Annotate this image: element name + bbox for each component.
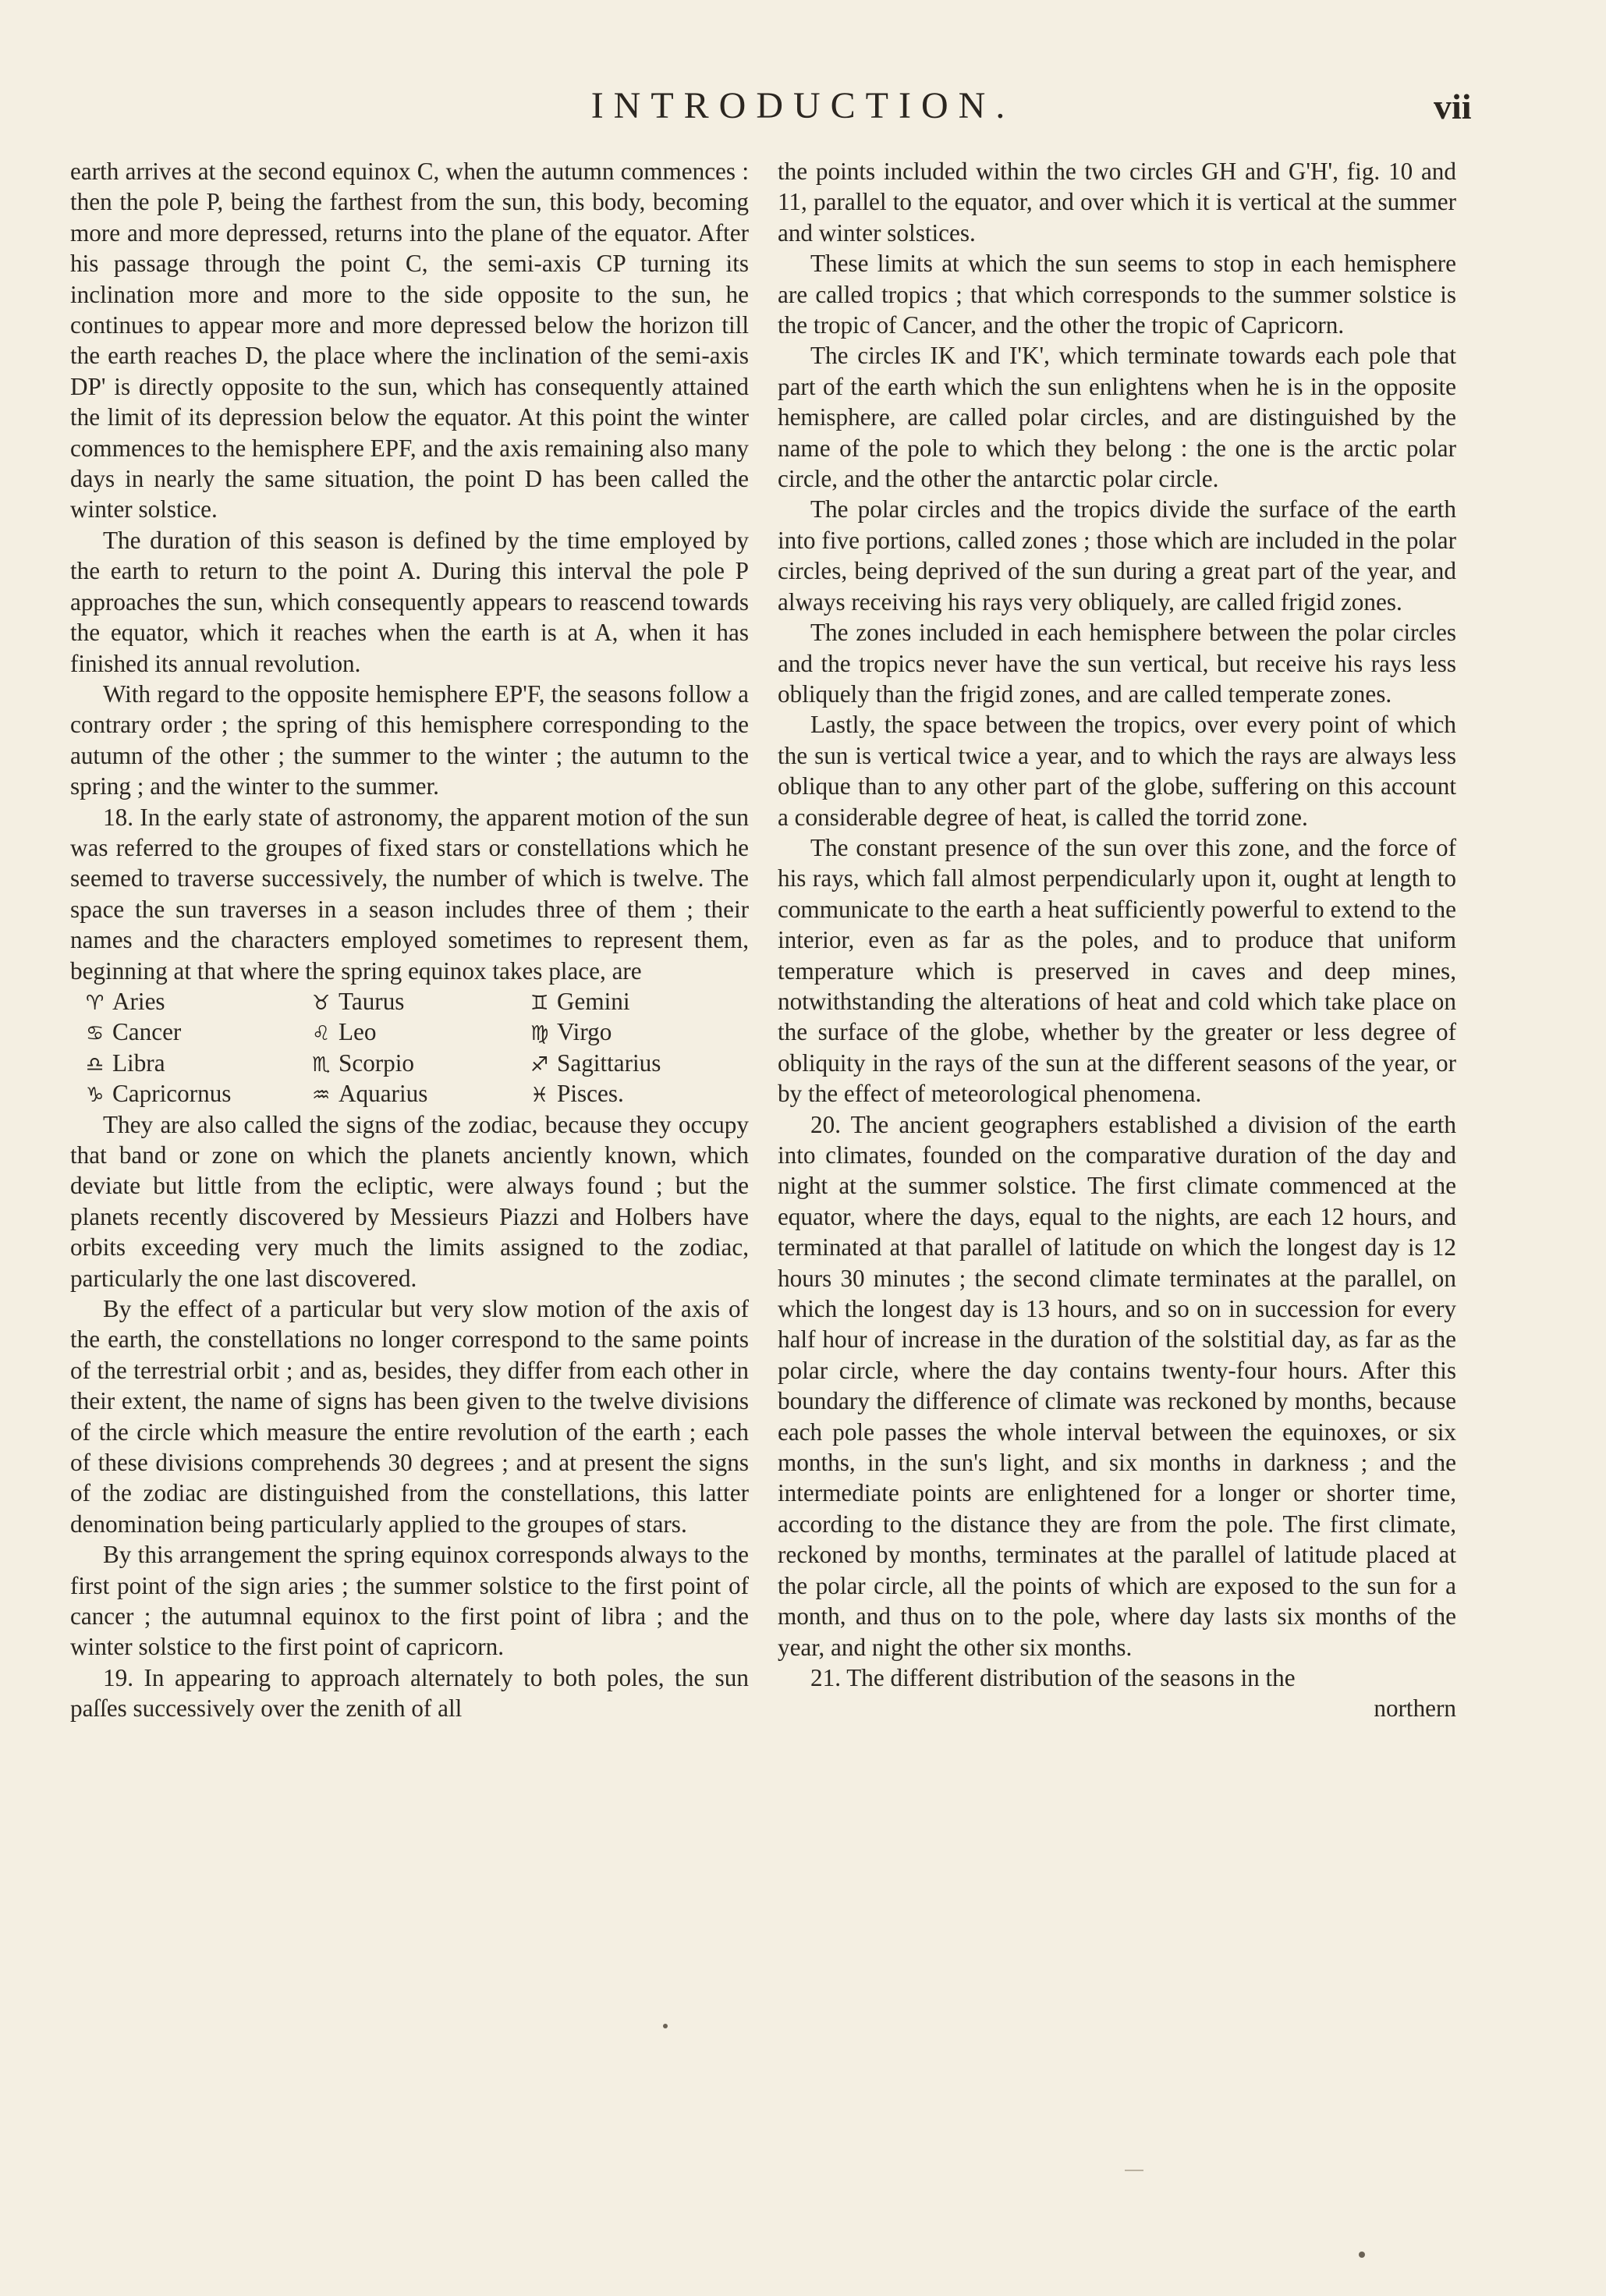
running-title: INTRODUCTION.: [590, 85, 1016, 126]
paragraph: These limits at which the sun seems to stop in each hemisphere are called tropics ; that which corresponds to the summer solstice is the tropic of Cancer, and the other the tropic of Capricorn.: [778, 250, 1456, 339]
sign-entry: [312, 1017, 530, 1047]
paragraph: With regard to the opposite hemisphere EP'F, the seasons follow a contrary order ; the spring of this hemisphere corresponding to the autumn of the other ; the summer to the winter ; the autumn to the spring ; and the winter to the summer.: [70, 680, 749, 800]
gemini-icon: ♊: [530, 991, 549, 1015]
sign-entry: [530, 1078, 741, 1109]
sign-name: Gemini: [557, 987, 630, 1015]
sign-name: Cancer: [112, 1018, 182, 1046]
sign-name: Virgo: [557, 1018, 612, 1046]
cancer-icon: ♋: [86, 1022, 105, 1046]
sign-entry: [312, 1048, 530, 1078]
sign-entry: [86, 1078, 312, 1109]
right-column: [778, 156, 1456, 1724]
sign-entry: [86, 1017, 312, 1047]
sign-entry: [530, 1048, 741, 1078]
capricorn-icon: ♑: [86, 1084, 105, 1108]
catchword: northern: [1374, 1694, 1456, 1723]
signs-row: [86, 1048, 741, 1078]
paragraph: The constant presence of the sun over this zone, and the force of his rays, which fall almost perpendicularly upon it, ought at length to communicate to the earth a heat sufficiently powerful to extend to the interior, even as far as the poles, and to produce that uniform temperature which is preserved in caves and deep mines, notwithstanding the alterations of heat and cold which take place on the surface of the globe, whether by the greater or less degree of obliquity in the rays of the sun at the different seasons of the year, or by the effect of meteorological phenomena.: [778, 833, 1456, 1108]
sign-name: Libra: [112, 1049, 165, 1077]
paragraph: the points included within the two circles GH and G'H', fig. 10 and 11, parallel to the equator, and over which it is vertical at the summer and winter solstices.: [778, 158, 1456, 247]
paragraph: By the effect of a particular but very slow motion of the axis of the earth, the constellations no longer correspond to the same points of the terrestrial orbit ; and as, besides, they differ from each other in their extent, the name of signs has been given to the twelve divisions of the circle which measure the entire revolution of the earth ; each of these divisions comprehends 30 degrees ; and at present the signs of the zodiac are distinguished from the constellations, this latter denomination being particularly applied to the groupes of stars.: [70, 1294, 749, 1538]
page-number: vii: [1434, 87, 1472, 126]
ink-speck: [663, 2024, 668, 2028]
signs-row: [86, 986, 741, 1017]
sign-name: Taurus: [339, 987, 405, 1015]
paragraph: The circles IK and I'K', which terminate towards each pole that part of the earth which the sun enlightens when he is in the opposite hemisphere, are called polar circles, and are distinguished by the name of the pole to which they belong : the one is the arctic polar circle, and the other the antarctic polar circle.: [778, 342, 1456, 493]
paragraph: The polar circles and the tropics divide the surface of the earth into five portions, called zones ; those which are included in the polar circles, being deprived of the sun during a great part of the year, and always receiving his rays very obliquely, are called frigid zones.: [778, 495, 1456, 616]
sign-name: Capricornus: [112, 1080, 232, 1108]
paragraph: 19. In appearing to approach alternately to both poles, the sun paſſes successively over the zenith of all: [70, 1663, 749, 1723]
aquarius-icon: ♒: [312, 1084, 331, 1108]
sign-name: Sagittarius: [557, 1049, 661, 1077]
sign-name: Aries: [112, 987, 165, 1015]
scorpio-icon: ♏: [312, 1052, 331, 1077]
paragraph: The zones included in each hemisphere between the polar circles and the tropics never have the sun vertical, but receive his rays less obliquely than the frigid zones, and are called temperate zones.: [778, 619, 1456, 708]
paragraph: By this arrangement the spring equinox corresponds always to the first point of the sign aries ; the summer solstice to the first point of cancer ; the autumnal equinox to the first point of libra ; and the winter solstice to the first point of capricorn.: [70, 1541, 749, 1661]
sign-name: Pisces.: [557, 1080, 624, 1108]
printer-mark: [1125, 2170, 1143, 2171]
leo-icon: ♌: [312, 1022, 331, 1046]
paragraph: 20. The ancient geographers established a division of the earth into climates, founded on the comparative duration of the day and night at the summer solstice. The first climate commenced at the equator, where the days, equal to the nights, are each 12 hours, and terminated at that parallel of latitude on which the longest day is 12 hours 30 minutes ; the second climate terminates at the parallel, on which the longest day is 13 hours, and so on in succession for every half hour of increase in the duration of the solstitial day, as far as the polar circle, where the day contains twenty-four hours. After this boundary the difference of climate was reckoned by months, because each pole passes the whole interval between the equinoxes, or six months, in the sun's light, and six months in darkness ; and the intermediate points are enlightened for a longer or shorter time, according to the distance they are from the pole. The first climate, reckoned by months, terminates at the parallel of latitude placed at the polar circle, all the points of which are exposed to the sun for a month, and thus on to the pole, where day lasts six months of the year, and night the other six months.: [778, 1110, 1456, 1661]
paragraph: 21. The different distribution of the seasons in the: [810, 1663, 1296, 1691]
ink-speck: [1359, 2252, 1365, 2258]
sign-entry: [530, 986, 741, 1017]
sagittarius-icon: ♐: [530, 1052, 549, 1077]
sign-name: Leo: [339, 1018, 377, 1046]
paragraph: earth arrives at the second equinox C, when the autumn commences : then the pole P, being the farthest from the sun, this body, becoming more and more depressed, returns into the plane of the equator. After his passage through the point C, the semi-axis CP turning its inclination more and more to the side opposite to the sun, he continues to appear more and more depressed below the horizon till the earth reaches D, the place where the inclination of the semi-axis DP' is directly opposite to the sun, which has consequently attained the limit of its depression below the equator. At this point the winter commences to the hemisphere EPF, and the axis remaining also many days in nearly the same situation, the point D has been called the winter solstice.: [70, 158, 749, 523]
sign-entry: [312, 1078, 530, 1109]
paragraph: 18. In the early state of astronomy, the apparent motion of the sun was referred to the groupes of fixed stars or constellations which he seemed to traverse successively, the number of which is twelve. The space the sun traverses in a season includes three of them ; their names and the characters employed sometimes to represent them, beginning at that where the spring equinox takes place, are: [70, 803, 749, 985]
paragraph: The duration of this season is defined by the time employed by the earth to return to the point A. During this interval the pole P approaches the sun, which consequently appears to reascend towards the equator, which it reaches when the earth is at A, when it has finished its annual revolution.: [70, 526, 749, 677]
sign-entry: [86, 986, 312, 1017]
zodiac-signs-table: [86, 986, 741, 1109]
taurus-icon: ♉: [312, 991, 331, 1015]
pisces-icon: ♓: [530, 1084, 549, 1108]
sign-name: Aquarius: [339, 1080, 428, 1108]
virgo-icon: ♍: [530, 1022, 549, 1046]
paragraph: Lastly, the space between the tropics, over every point of which the sun is vertical twice a year, and to which the rays are always less oblique than to any other part of the globe, suffering on this account a considerable degree of heat, is called the torrid zone.: [778, 711, 1456, 831]
signs-row: [86, 1078, 741, 1109]
sign-entry: [530, 1017, 741, 1047]
sign-entry: [312, 986, 530, 1017]
libra-icon: ♎: [86, 1052, 105, 1077]
sign-entry: [86, 1048, 312, 1078]
left-column: [70, 156, 749, 1724]
signs-row: [86, 1017, 741, 1047]
aries-icon: ♈: [86, 991, 105, 1015]
sign-name: Scorpio: [339, 1049, 415, 1077]
paragraph: They are also called the signs of the zodiac, because they occupy that band or zone on which the planets anciently known, which deviate but little from the ecliptic, were always found ; but the planets recently discovered by Messieurs Piazzi and Holbers have orbits exceeding very much the limits assigned to the zodiac, particularly the one last discovered.: [70, 1110, 749, 1292]
